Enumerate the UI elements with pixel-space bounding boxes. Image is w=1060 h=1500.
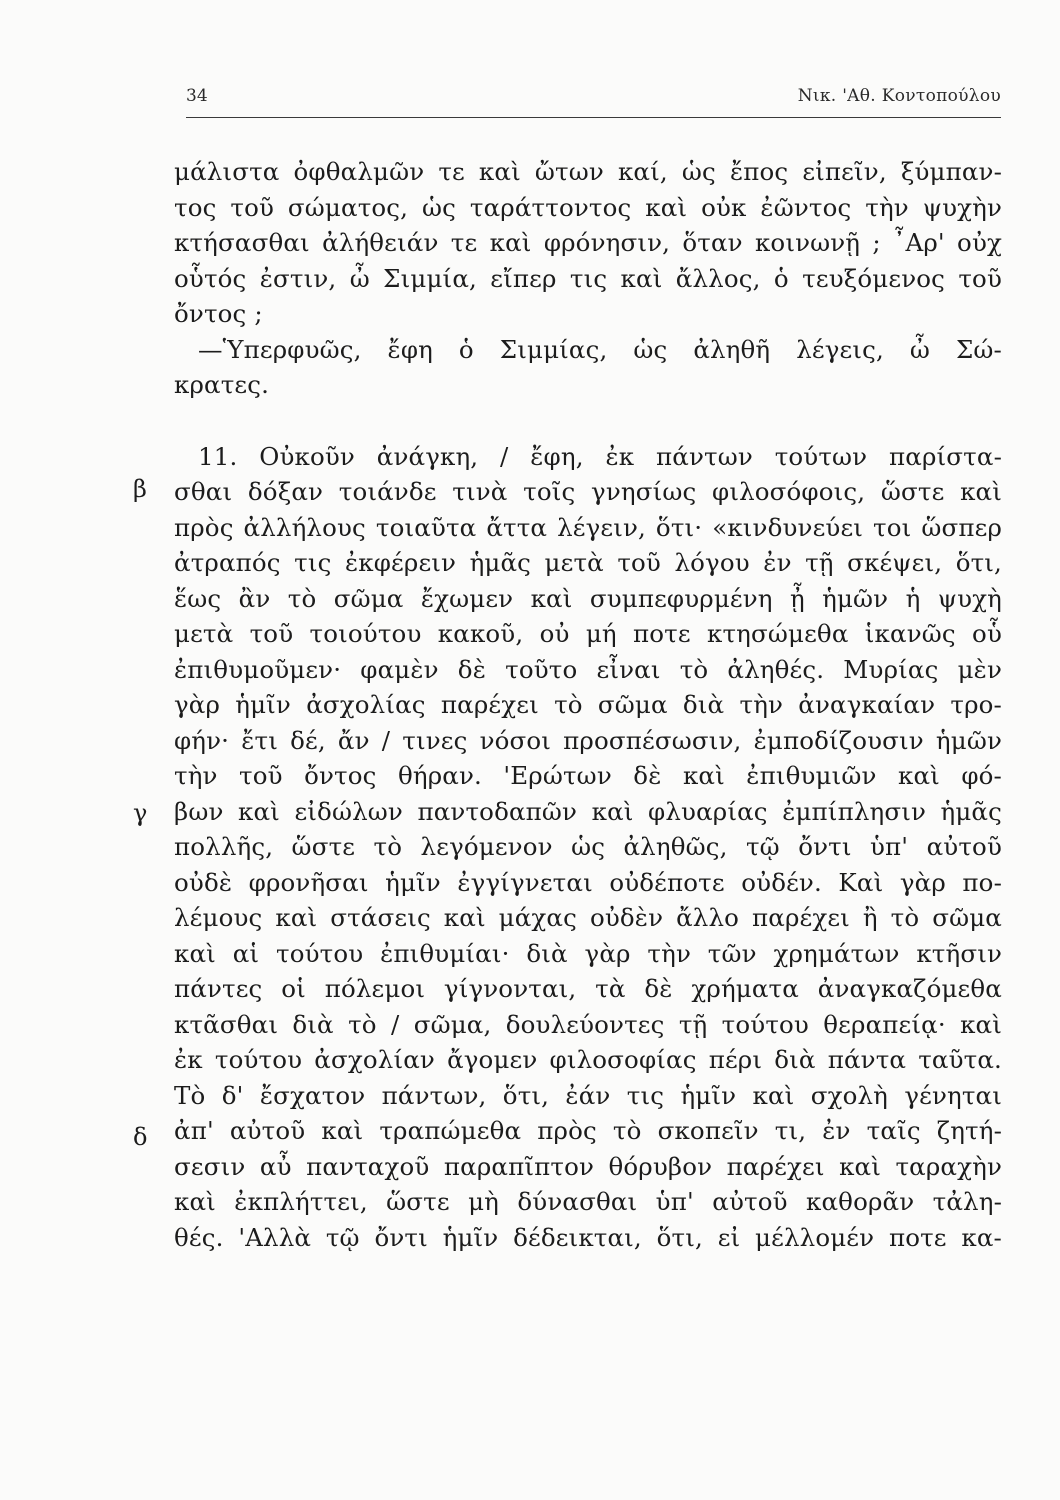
margin-letter-beta: β <box>133 475 147 503</box>
text-line: πολλῆς, ὥστε τὸ λεγόμενον ὡς ἀληθῶς, τῷ ὄντι ὑπ' αὐτοῦ <box>174 832 1002 861</box>
text-line: οὗτός ἐστιν, ὦ Σιμμία, εἴπερ τις καὶ ἄλλος, ὁ τευξόμενος τοῦ <box>174 263 1002 293</box>
text-line: λέμους καὶ στάσεις καὶ μάχας οὐδὲν ἄλλο παρέχει ἢ τὸ σῶμα <box>174 903 1002 932</box>
text-line: τος τοῦ σώματος, ὡς ταράττοντος καὶ οὐκ ἐῶντος τὴν ψυχὴν <box>174 192 1002 222</box>
text-line: σθαι δόξαν τοιάνδε τινὰ τοῖς γνησίως φιλοσόφοις, ὥστε καὶ <box>174 477 1002 506</box>
text-line: σεσιν αὖ πανταχοῦ παραπῖπτον θόρυβον παρέχει καὶ ταραχὴν <box>174 1151 1002 1181</box>
running-title: Νικ. 'Αθ. Κοντοπούλου <box>797 86 1001 106</box>
page-number: 34 <box>186 86 208 106</box>
text-line: ἀτραπός τις ἐκφέρειν ἡμᾶς μετὰ τοῦ λόγου ἐν τῇ σκέψει, ὅτι, <box>174 548 1002 577</box>
text-line: καὶ αἱ τούτου ἐπιθυμίαι· διὰ γὰρ τὴν τῶν χρημάτων κτῆσιν <box>174 938 1002 968</box>
section-11-first-line: 11. Οὐκοῦν ἀνάγκη, / ἔφη, ἐκ πάντων τούτων παρίστα- <box>198 441 1002 471</box>
text-line: μετὰ τοῦ τοιούτου κακοῦ, οὐ μή ποτε κτησώμεθα ἱκανῶς οὗ <box>174 619 1002 648</box>
margin-letter-delta: δ <box>133 1123 148 1151</box>
text-line: κρατες. <box>174 370 270 399</box>
text-line: —Ὑπερφυῶς, ἔφη ὁ Σιμμίας, ὡς ἀληθῆ λέγεις, ὦ Σώ- <box>198 334 1002 364</box>
text-line: ἐπιθυμοῦμεν· φαμὲν δὲ τοῦτο εἶναι τὸ ἀληθές. Μυρίας μὲν <box>174 654 1002 684</box>
text-line: καὶ ἐκπλήττει, ὥστε μὴ δύνασθαι ὑπ' αὐτοῦ καθορᾶν τἀλη- <box>174 1187 1002 1216</box>
running-head <box>186 86 1001 112</box>
header-rule <box>186 117 1001 118</box>
text-line: βων καὶ εἰδώλων παντοδαπῶν καὶ φλυαρίας ἐμπίπλησιν ἡμᾶς <box>174 796 1002 826</box>
text-line: πρὸς ἀλλήλους τοιαῦτα ἄττα λέγειν, ὅτι· «κινδυνεύει τοι ὥσπερ <box>174 512 1002 542</box>
text-line: γὰρ ἡμῖν ἀσχολίας παρέχει τὸ σῶμα διὰ τὴν ἀναγκαίαν τρο- <box>174 690 1002 719</box>
text-line: ἐκ τούτου ἀσχολίαν ἄγομεν φιλοσοφίας πέρι διὰ πάντα ταῦτα. <box>174 1045 1002 1074</box>
text-line: ὄντος ; <box>174 299 263 328</box>
margin-letter-gamma: γ <box>133 799 148 827</box>
body-text <box>174 154 1002 1255</box>
text-line: ἀπ' αὐτοῦ καὶ τραπώμεθα πρὸς τὸ σκοπεῖν τι, ἐν ταῖς ζητή- <box>174 1116 1002 1145</box>
text-line: τὴν τοῦ ὄντος θήραν. 'Ερώτων δὲ καὶ ἐπιθυμιῶν καὶ φό- <box>174 761 1002 790</box>
text-line: ἕως ἂν τὸ σῶμα ἔχωμεν καὶ συμπεφυρμένη ᾖ ἡμῶν ἡ ψυχὴ <box>174 583 1002 613</box>
text-line: φήν· ἔτι δέ, ἄν / τινες νόσοι προσπέσωσιν, ἐμποδίζουσιν ἡμῶν <box>174 725 1002 755</box>
text-line: οὐδὲ φρονῆσαι ἡμῖν ἐγγίγνεται οὐδέποτε οὐδέν. Καὶ γὰρ πο- <box>174 867 1002 897</box>
text-line: θές. 'Αλλὰ τῷ ὄντι ἡμῖν δέδεικται, ὅτι, εἰ μέλλομέν ποτε κα- <box>174 1222 1002 1252</box>
text-line: πάντες οἱ πόλεμοι γίγνονται, τὰ δὲ χρήματα ἀναγκαζόμεθα <box>174 974 1002 1003</box>
text-line: Τὸ δ' ἔσχατον πάντων, ὅτι, ἐάν τις ἡμῖν καὶ σχολὴ γένηται <box>174 1080 1002 1110</box>
text-line: μάλιστα ὀφθαλμῶν τε καὶ ὤτων καί, ὡς ἔπος εἰπεῖν, ξύμπαν- <box>174 157 1002 186</box>
text-line: κτᾶσθαι διὰ τὸ / σῶμα, δουλεύοντες τῇ τούτου θεραπείᾳ· καὶ <box>174 1009 1002 1039</box>
text-line: κτήσασθαι ἀλήθειάν τε καὶ φρόνησιν, ὅταν κοινωνῇ ; ῏Αρ' οὐχ <box>174 228 1002 257</box>
